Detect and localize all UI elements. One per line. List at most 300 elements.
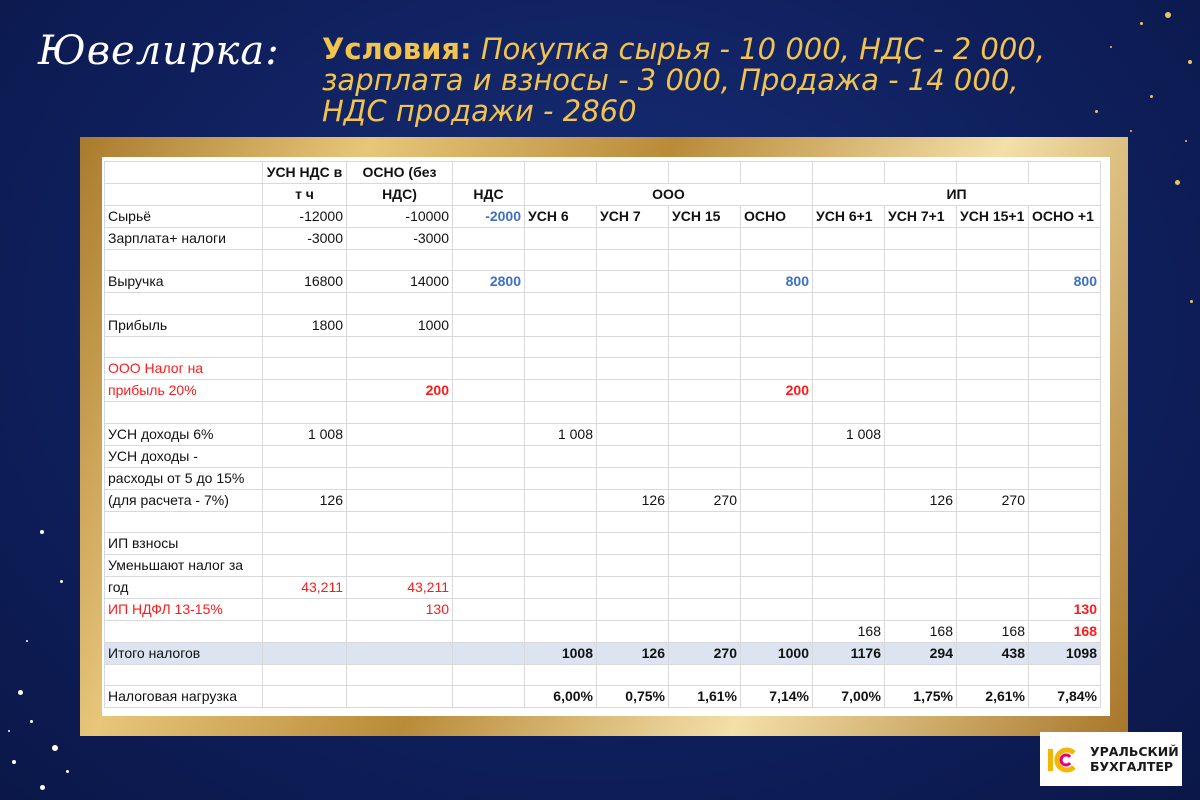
group-header-ooo: ООО (525, 184, 813, 206)
table-cell (525, 380, 597, 402)
table-cell (1029, 489, 1101, 511)
table-header-row (105, 162, 1101, 184)
row-label-cell (105, 664, 263, 685)
table-cell (813, 293, 885, 314)
table-cell (741, 532, 813, 554)
table-cell (263, 532, 347, 554)
table-cell (597, 620, 669, 642)
table-cell (813, 445, 885, 467)
table-cell: 0,75% (597, 686, 669, 708)
table-cell (885, 511, 957, 532)
table-cell (347, 511, 453, 532)
total-taxes-row (105, 642, 1101, 664)
table-cell (885, 380, 957, 402)
table-cell: 200 (347, 380, 453, 402)
table-cell (813, 271, 885, 293)
table-cell (741, 467, 813, 489)
row-label-cell (105, 162, 263, 184)
table-cell (813, 489, 885, 511)
table-cell (741, 598, 813, 620)
row-label-cell: Налоговая нагрузка (105, 686, 263, 708)
table-cell (957, 576, 1029, 598)
table-row (105, 206, 1101, 228)
table-cell (597, 664, 669, 685)
table-cell (957, 250, 1029, 271)
table-cell (669, 467, 741, 489)
table-cell (957, 467, 1029, 489)
table-cell (453, 293, 525, 314)
brand-name (1090, 744, 1179, 774)
table-cell (453, 489, 525, 511)
table-cell (525, 228, 597, 250)
table-cell (597, 314, 669, 336)
1c-logo-icon (1046, 741, 1082, 777)
brand-badge (1040, 732, 1182, 786)
table-row (105, 598, 1101, 620)
table-cell: 270 (669, 642, 741, 664)
table-cell (347, 489, 453, 511)
table-cell (813, 358, 885, 380)
table-cell (453, 402, 525, 423)
table-cell (263, 293, 347, 314)
table-cell (741, 511, 813, 532)
table-cell (669, 511, 741, 532)
table-cell: 126 (597, 489, 669, 511)
table-cell (885, 445, 957, 467)
table-cell: 1,75% (885, 686, 957, 708)
table-cell: УСН 6+1 (813, 206, 885, 228)
table-cell (347, 532, 453, 554)
table-cell (669, 380, 741, 402)
table-cell: 1800 (263, 314, 347, 336)
table-cell: УСН 7 (597, 206, 669, 228)
row-label-cell: Итого налогов (105, 642, 263, 664)
table-cell (597, 511, 669, 532)
table-cell (453, 423, 525, 445)
table-cell (813, 228, 885, 250)
table-cell (525, 467, 597, 489)
table-cell: УСН НДС в (263, 162, 347, 184)
table-cell (525, 314, 597, 336)
table-cell: 126 (885, 489, 957, 511)
table-cell: 800 (1029, 271, 1101, 293)
row-label-cell: УСН доходы 6% (105, 423, 263, 445)
row-label-cell: Сырьё (105, 206, 263, 228)
table-cell (597, 380, 669, 402)
row-label-cell: ИП НДФЛ 13-15% (105, 598, 263, 620)
table-cell (263, 445, 347, 467)
table-cell (525, 511, 597, 532)
table-cell (669, 314, 741, 336)
table-cell (957, 532, 1029, 554)
table-cell (885, 467, 957, 489)
table-cell (741, 228, 813, 250)
table-cell (669, 598, 741, 620)
table-cell (669, 228, 741, 250)
table-cell (957, 554, 1029, 576)
table-cell (741, 554, 813, 576)
table-cell (263, 336, 347, 357)
table-cell (347, 554, 453, 576)
table-cell (263, 467, 347, 489)
table-cell (597, 554, 669, 576)
row-label-cell (105, 402, 263, 423)
row-label-cell (105, 620, 263, 642)
table-cell (885, 228, 957, 250)
table-cell (957, 380, 1029, 402)
table-cell (885, 336, 957, 357)
row-label-cell: ООО Налог на (105, 358, 263, 380)
row-label-cell: УСН доходы - (105, 445, 263, 467)
table-cell: 1 008 (813, 423, 885, 445)
table-cell (669, 554, 741, 576)
table-cell: 168 (885, 620, 957, 642)
table-cell (957, 271, 1029, 293)
table-cell (1029, 293, 1101, 314)
table-cell (525, 162, 597, 184)
table-cell: 1176 (813, 642, 885, 664)
table-cell (741, 314, 813, 336)
table-cell (669, 293, 741, 314)
table-cell (1029, 423, 1101, 445)
table-cell (957, 664, 1029, 685)
table-cell: УСН 15 (669, 206, 741, 228)
table-cell (347, 642, 453, 664)
row-label-cell: прибыль 20% (105, 380, 263, 402)
table-cell (453, 511, 525, 532)
row-label-cell (105, 511, 263, 532)
table-cell (957, 162, 1029, 184)
table-cell (669, 402, 741, 423)
table-cell (453, 250, 525, 271)
table-cell (1029, 250, 1101, 271)
table-cell (347, 423, 453, 445)
table-cell (885, 532, 957, 554)
table-cell: 168 (1029, 620, 1101, 642)
table-row (105, 358, 1101, 380)
table-cell (525, 293, 597, 314)
table-cell (453, 532, 525, 554)
row-label-cell: Выручка (105, 271, 263, 293)
table-cell (813, 598, 885, 620)
table-cell (957, 402, 1029, 423)
table-cell (957, 423, 1029, 445)
table-row (105, 423, 1101, 445)
table-cell (263, 664, 347, 685)
table-cell: 800 (741, 271, 813, 293)
table-cell (453, 642, 525, 664)
row-label-cell (105, 250, 263, 271)
table-cell (1029, 402, 1101, 423)
brand-line-1: УРАЛЬСКИЙ (1090, 744, 1179, 759)
table-cell: 1000 (347, 314, 453, 336)
table-cell (669, 445, 741, 467)
table-row (105, 554, 1101, 576)
table-cell (885, 423, 957, 445)
table-cell (669, 423, 741, 445)
table-cell: 1008 (525, 642, 597, 664)
table-cell (741, 445, 813, 467)
table-cell: ОСНО (без (347, 162, 453, 184)
table-cell (263, 511, 347, 532)
table-row (105, 467, 1101, 489)
table-cell (525, 445, 597, 467)
table-cell (885, 554, 957, 576)
table-cell (813, 576, 885, 598)
table-cell: 200 (741, 380, 813, 402)
table-row (105, 271, 1101, 293)
table-cell: НДС (453, 184, 525, 206)
table-cell (453, 467, 525, 489)
table-cell (1029, 467, 1101, 489)
table-cell (885, 358, 957, 380)
table-cell (525, 620, 597, 642)
table-cell (957, 598, 1029, 620)
table-cell (453, 576, 525, 598)
table-cell (525, 402, 597, 423)
table-cell (453, 664, 525, 685)
table-cell: 130 (1029, 598, 1101, 620)
table-cell (1029, 336, 1101, 357)
table-cell (263, 250, 347, 271)
table-cell (597, 293, 669, 314)
table-cell (885, 314, 957, 336)
table-cell: 1 008 (525, 423, 597, 445)
table-cell (597, 576, 669, 598)
table-cell: -10000 (347, 206, 453, 228)
table-row (105, 314, 1101, 336)
tax-comparison-table (104, 161, 1101, 708)
table-cell (347, 445, 453, 467)
table-cell (263, 358, 347, 380)
table-cell (741, 423, 813, 445)
table-cell (453, 336, 525, 357)
table-cell (525, 576, 597, 598)
table-cell (263, 642, 347, 664)
tax-load-row (105, 686, 1101, 708)
table-cell (597, 228, 669, 250)
table-cell (347, 336, 453, 357)
table-cell (957, 445, 1029, 467)
group-header-ip: ИП (813, 184, 1101, 206)
row-label-cell: Зарплата+ налоги (105, 228, 263, 250)
table-cell (453, 358, 525, 380)
table-cell: ОСНО +1 (1029, 206, 1101, 228)
table-row (105, 402, 1101, 423)
table-cell (813, 664, 885, 685)
table-cell (669, 358, 741, 380)
table-cell (1029, 532, 1101, 554)
table-cell (669, 271, 741, 293)
table-cell: -3000 (263, 228, 347, 250)
table-cell: 1 008 (263, 423, 347, 445)
table-cell (263, 598, 347, 620)
title-lead: Условия: (322, 32, 472, 66)
table-cell: 2800 (453, 271, 525, 293)
table-row (105, 293, 1101, 314)
table-cell (741, 402, 813, 423)
table-cell: 1,61% (669, 686, 741, 708)
table-cell (453, 554, 525, 576)
table-cell (813, 314, 885, 336)
table-cell: УСН 7+1 (885, 206, 957, 228)
table-cell (885, 162, 957, 184)
table-cell: 1098 (1029, 642, 1101, 664)
table-cell (813, 402, 885, 423)
table-cell: 43,211 (347, 576, 453, 598)
table-cell (453, 314, 525, 336)
table-cell: 294 (885, 642, 957, 664)
table-cell (741, 162, 813, 184)
table-cell (813, 336, 885, 357)
table-cell (347, 250, 453, 271)
table-cell (597, 598, 669, 620)
table-cell (453, 598, 525, 620)
table-cell (741, 489, 813, 511)
table-cell (453, 445, 525, 467)
table-cell: 16800 (263, 271, 347, 293)
table-row (105, 380, 1101, 402)
table-cell (597, 162, 669, 184)
table-cell (957, 358, 1029, 380)
table-row (105, 532, 1101, 554)
table-cell (525, 554, 597, 576)
table-cell (347, 293, 453, 314)
table-cell: УСН 6 (525, 206, 597, 228)
table-cell (669, 336, 741, 357)
table-cell: 126 (263, 489, 347, 511)
table-cell (813, 162, 885, 184)
table-cell (597, 271, 669, 293)
table-cell: т ч (263, 184, 347, 206)
table-cell: 1000 (741, 642, 813, 664)
row-label-cell (105, 293, 263, 314)
table-cell: НДС) (347, 184, 453, 206)
table-cell (1029, 380, 1101, 402)
table-cell: ОСНО (741, 206, 813, 228)
table-cell (525, 598, 597, 620)
table-cell (669, 162, 741, 184)
table-cell: 7,00% (813, 686, 885, 708)
table-cell (813, 554, 885, 576)
table-cell (347, 620, 453, 642)
table-cell: 6,00% (525, 686, 597, 708)
brand-line-2: БУХГАЛТЕР (1090, 759, 1174, 774)
table-cell (741, 358, 813, 380)
table-cell (347, 664, 453, 685)
row-label-cell: год (105, 576, 263, 598)
table-cell (1029, 554, 1101, 576)
table-row (105, 511, 1101, 532)
table-cell: 14000 (347, 271, 453, 293)
table-cell (741, 293, 813, 314)
table-cell (597, 423, 669, 445)
table-cell: -2000 (453, 206, 525, 228)
table-cell (885, 402, 957, 423)
row-label-cell: ИП взносы (105, 532, 263, 554)
table-cell (813, 380, 885, 402)
page-title (322, 34, 1082, 127)
table-cell (525, 489, 597, 511)
table-cell (885, 293, 957, 314)
table-cell (1029, 358, 1101, 380)
table-cell (597, 250, 669, 271)
row-label-cell: Прибыль (105, 314, 263, 336)
table-cell (669, 576, 741, 598)
table-cell (957, 293, 1029, 314)
table-cell: 2,61% (957, 686, 1029, 708)
table-cell (813, 467, 885, 489)
table-cell (597, 358, 669, 380)
table-cell: -12000 (263, 206, 347, 228)
table-cell (885, 576, 957, 598)
title-conditions: Покупка сырья - 10 000, НДС - 2 000, зарплата и взносы - 3 000, Продажа - 14 000, НДС продажи - 2860 (322, 32, 1045, 128)
row-label-cell (105, 184, 263, 206)
row-label-cell: (для расчета - 7%) (105, 489, 263, 511)
table-row (105, 620, 1101, 642)
row-label-cell: расходы от 5 до 15% (105, 467, 263, 489)
table-cell: -3000 (347, 228, 453, 250)
table-cell (347, 467, 453, 489)
table-cell (347, 402, 453, 423)
table-cell (525, 358, 597, 380)
table-cell (669, 250, 741, 271)
table-cell (263, 620, 347, 642)
table-cell (347, 358, 453, 380)
table-header-row (105, 184, 1101, 206)
table-cell: 168 (957, 620, 1029, 642)
table-cell (597, 402, 669, 423)
table-cell (597, 445, 669, 467)
table-cell (885, 664, 957, 685)
table-cell (597, 467, 669, 489)
table-row (105, 445, 1101, 467)
table-cell (885, 250, 957, 271)
table-cell: 438 (957, 642, 1029, 664)
table-cell (1029, 228, 1101, 250)
table-cell (453, 620, 525, 642)
table-row (105, 228, 1101, 250)
table-cell (813, 532, 885, 554)
jewelry-logo-text: Ювелирка: (38, 28, 280, 74)
table-cell (263, 686, 347, 708)
table-cell (453, 228, 525, 250)
table-row (105, 250, 1101, 271)
table-cell (885, 271, 957, 293)
table-cell (957, 511, 1029, 532)
table-cell (597, 532, 669, 554)
table-cell (741, 336, 813, 357)
table-cell: 270 (669, 489, 741, 511)
table-row (105, 489, 1101, 511)
table-cell (813, 511, 885, 532)
table-cell (525, 664, 597, 685)
table-cell (1029, 162, 1101, 184)
table-row (105, 576, 1101, 598)
row-label-cell: Уменьшают налог за (105, 554, 263, 576)
table-cell (525, 532, 597, 554)
table-cell (525, 271, 597, 293)
table-row (105, 664, 1101, 685)
table-cell (597, 336, 669, 357)
table-cell (957, 228, 1029, 250)
table-cell (453, 162, 525, 184)
table-cell (741, 576, 813, 598)
table-cell (1029, 314, 1101, 336)
table-cell (347, 686, 453, 708)
table-cell: УСН 15+1 (957, 206, 1029, 228)
table-cell (525, 250, 597, 271)
